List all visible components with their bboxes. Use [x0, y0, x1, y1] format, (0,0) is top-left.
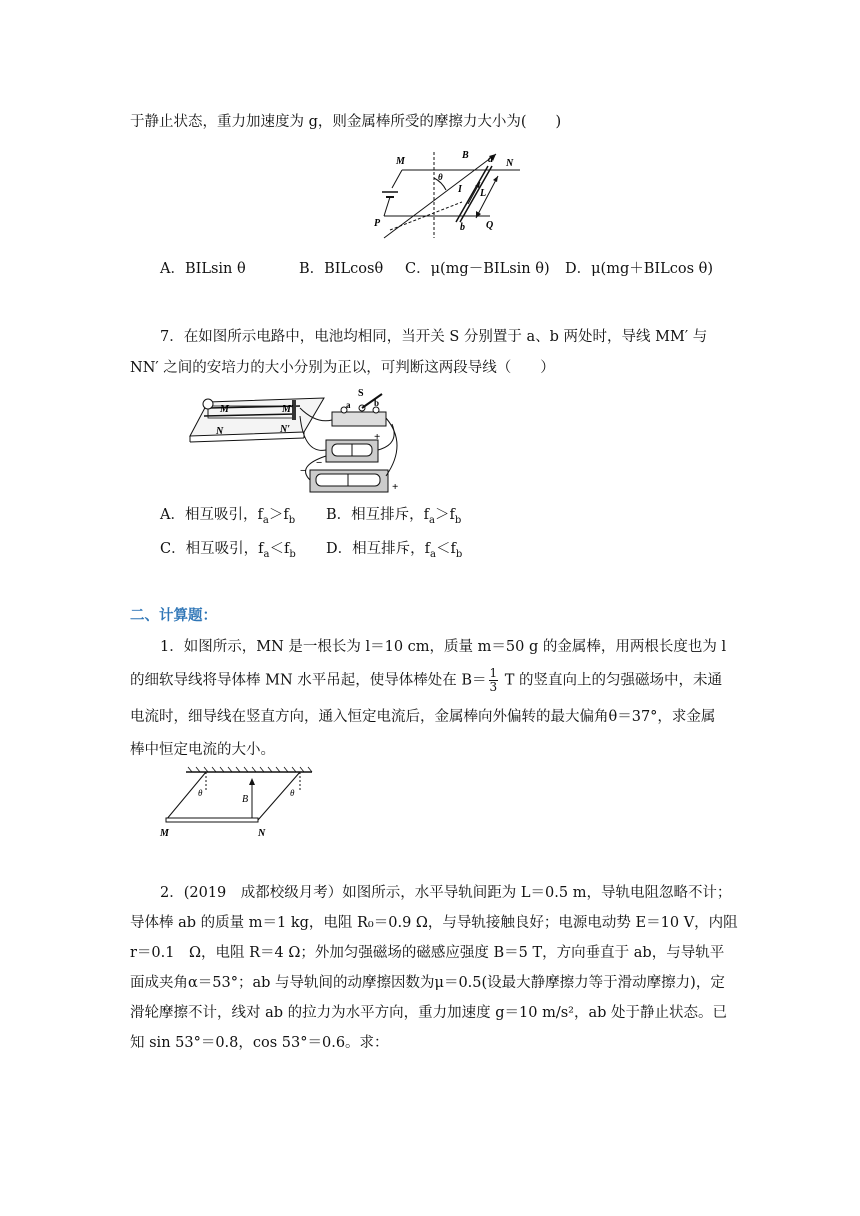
q7-label-M-prime: M′: [282, 404, 294, 415]
q7-option-B: B．相互排斥，$f_a>f_b$: [326, 507, 462, 526]
q6-label-P: P: [374, 218, 381, 229]
q7-label-plus-1: +: [374, 431, 381, 443]
q6-label-B: B: [462, 150, 469, 161]
c1-line2: 的细软导线将导体棒 MN 水平吊起，使导体棒处在 B＝ $\frac{1}{3}$ T 的竖直向上的匀强磁场中，未通: [130, 666, 723, 694]
q7-label-N: N: [216, 426, 224, 437]
q6-label-M: M: [396, 156, 405, 167]
q7-line2: NN′ 之间的安培力的大小分别为正以，可判断这两段导线（ ）: [130, 360, 555, 376]
q6-label-theta: θ: [438, 172, 443, 182]
q6-option-C: C．μ(mg－BILsin θ): [405, 261, 550, 277]
q6-option-D: D．μ(mg＋BILcos θ): [565, 261, 714, 277]
q6-label-a: a: [488, 154, 493, 165]
q7-option-C: C．相互吸引，$f_a<f_b$: [160, 541, 296, 560]
q7-label-minus-1: −: [316, 457, 323, 469]
q7-line1: 7．在如图所示电路中，电池均相同，当开关 S 分别置于 a、b 两处时，导线 MM′ 与: [160, 329, 708, 345]
c2-line4: 面成夹角α＝53°；ab 与导轨间的动摩擦因数为μ＝0.5(设最大静摩擦力等于滑动摩擦力)，定: [130, 975, 725, 991]
c2-line5: 滑轮摩擦不计，线对 ab 的拉力为水平方向，重力加速度 g＝10 m/s²，ab 处于静止状态。已: [130, 1005, 728, 1021]
q6-label-L: L: [480, 188, 487, 199]
q7-label-minus-2: −: [300, 465, 307, 477]
q6-label-Q: Q: [486, 220, 494, 231]
q6-figure: [370, 146, 530, 240]
c1-label-theta-left: θ: [198, 788, 203, 798]
q6-label-N: N: [506, 158, 514, 169]
q7-label-M: M: [220, 404, 229, 415]
q7-label-N-prime: N′: [280, 424, 291, 435]
c1-label-N: N: [258, 828, 266, 839]
q6-stem-end: 于静止状态，重力加速度为 g，则金属棒所受的摩擦力大小为( ): [130, 114, 562, 130]
q6-option-B: B．BILcosθ: [299, 261, 384, 277]
q7-label-b: b: [374, 398, 380, 408]
q7-label-S: S: [358, 388, 364, 399]
c2-line2: 导体棒 ab 的质量 m＝1 kg，电阻 R₀＝0.9 Ω，与导轨接触良好；电源电动势 E＝10 V，内阻: [130, 915, 738, 931]
c1-line4: 棒中恒定电流的大小。: [130, 742, 275, 758]
c1-label-M: M: [160, 828, 169, 839]
section-heading-calculation: 二、计算题：: [130, 607, 217, 624]
q7-option-D: D．相互排斥，$f_a<f_b$: [326, 541, 463, 560]
c2-line3: r＝0.1 Ω，电阻 R＝4 Ω；外加匀强磁场的磁感应强度 B＝5 T，方向垂直于 ab，与导轨平: [130, 945, 725, 961]
c2-line6: 知 sin 53°＝0.8，cos 53°＝0.6。求：: [130, 1035, 389, 1051]
q6-option-A: A．BILsin θ: [160, 261, 246, 277]
c1-line1: 1．如图所示，MN 是一根长为 l＝10 cm，质量 m＝50 g 的金属棒，用两根长度也为 l: [160, 639, 727, 655]
c1-label-theta-right: θ: [290, 788, 295, 798]
c1-fraction: $\frac{1}{3}$: [489, 666, 498, 694]
c1-label-B: B: [242, 794, 249, 805]
c2-line1: 2．(2019 成都校级月考）如图所示，水平导轨间距为 L＝0.5 m，导轨电阻忽略不计；: [160, 885, 732, 901]
q6-label-b: b: [460, 222, 465, 233]
q6-label-I: I: [458, 184, 462, 195]
c1-line3: 电流时，细导线在竖直方向，通入恒定电流后，金属棒向外偏转的最大偏角θ＝37°，求金属: [130, 709, 716, 725]
q7-figure: [186, 384, 418, 496]
q7-option-A: A．相互吸引，$f_a>f_b$: [160, 507, 296, 526]
c1-figure: [158, 766, 318, 846]
q7-label-a: a: [346, 400, 351, 410]
q7-label-plus-2: +: [392, 481, 399, 493]
